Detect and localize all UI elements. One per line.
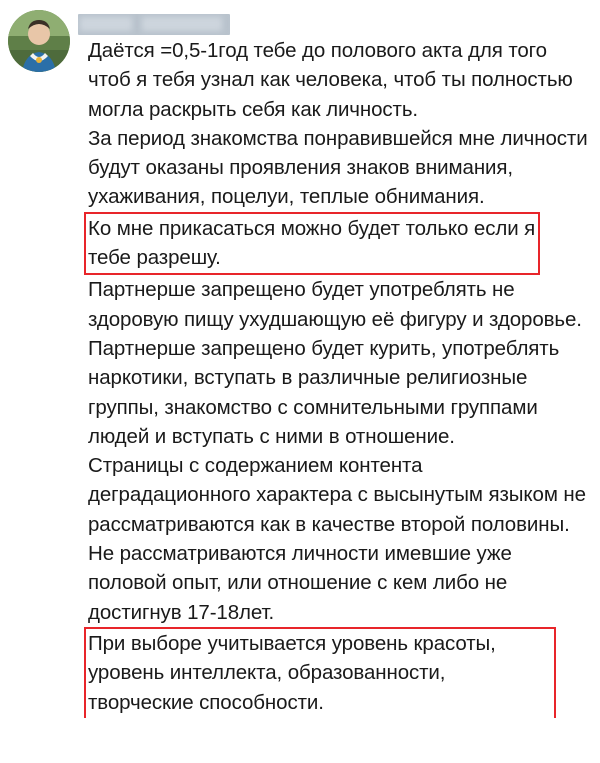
post-paragraph: За период знакомства понравившейся мне личности будут оказаны проявления знаков внимания, ухаживания, поцелуи, теплые обнимания. [88,126,588,209]
post-paragraph: Партнерше запрещено будет курить, употреблять наркотики, вступать в различные религиозные группы, знакомство с сомнительными группами людей и вступать с ними в отношение. [88,336,560,448]
author-name-blurred [78,14,230,35]
avatar[interactable] [8,10,70,72]
avatar-photo [8,10,70,72]
post-paragraph: Партнерше запрещено будет употреблять не здоровую пищу ухудшающую её фигуру и здоровье. [88,278,582,331]
post-paragraph: Не рассматриваются личности имевшие уже половой опыт, или отношение с кем либо не достигнув 17-18лет. [88,542,512,624]
post-text-body [88,36,588,718]
highlighted-paragraph: При выборе учитывается уровень красоты, уровень интеллекта, образованности, творческие способности. [84,627,556,718]
post-paragraph: Даётся =0,5-1год тебе до полового акта для того чтоб я тебя узнал как человека, чтоб ты полностью могла раскрыть себя как личность. [88,39,573,121]
post-paragraph: Страницы с содержанием контента деградационного характера с высынутым языком не рассматриваются как в качестве второй половины. [88,454,586,536]
highlighted-paragraph: Ко мне прикасаться можно будет только если я тебе разрешу. [84,212,540,276]
